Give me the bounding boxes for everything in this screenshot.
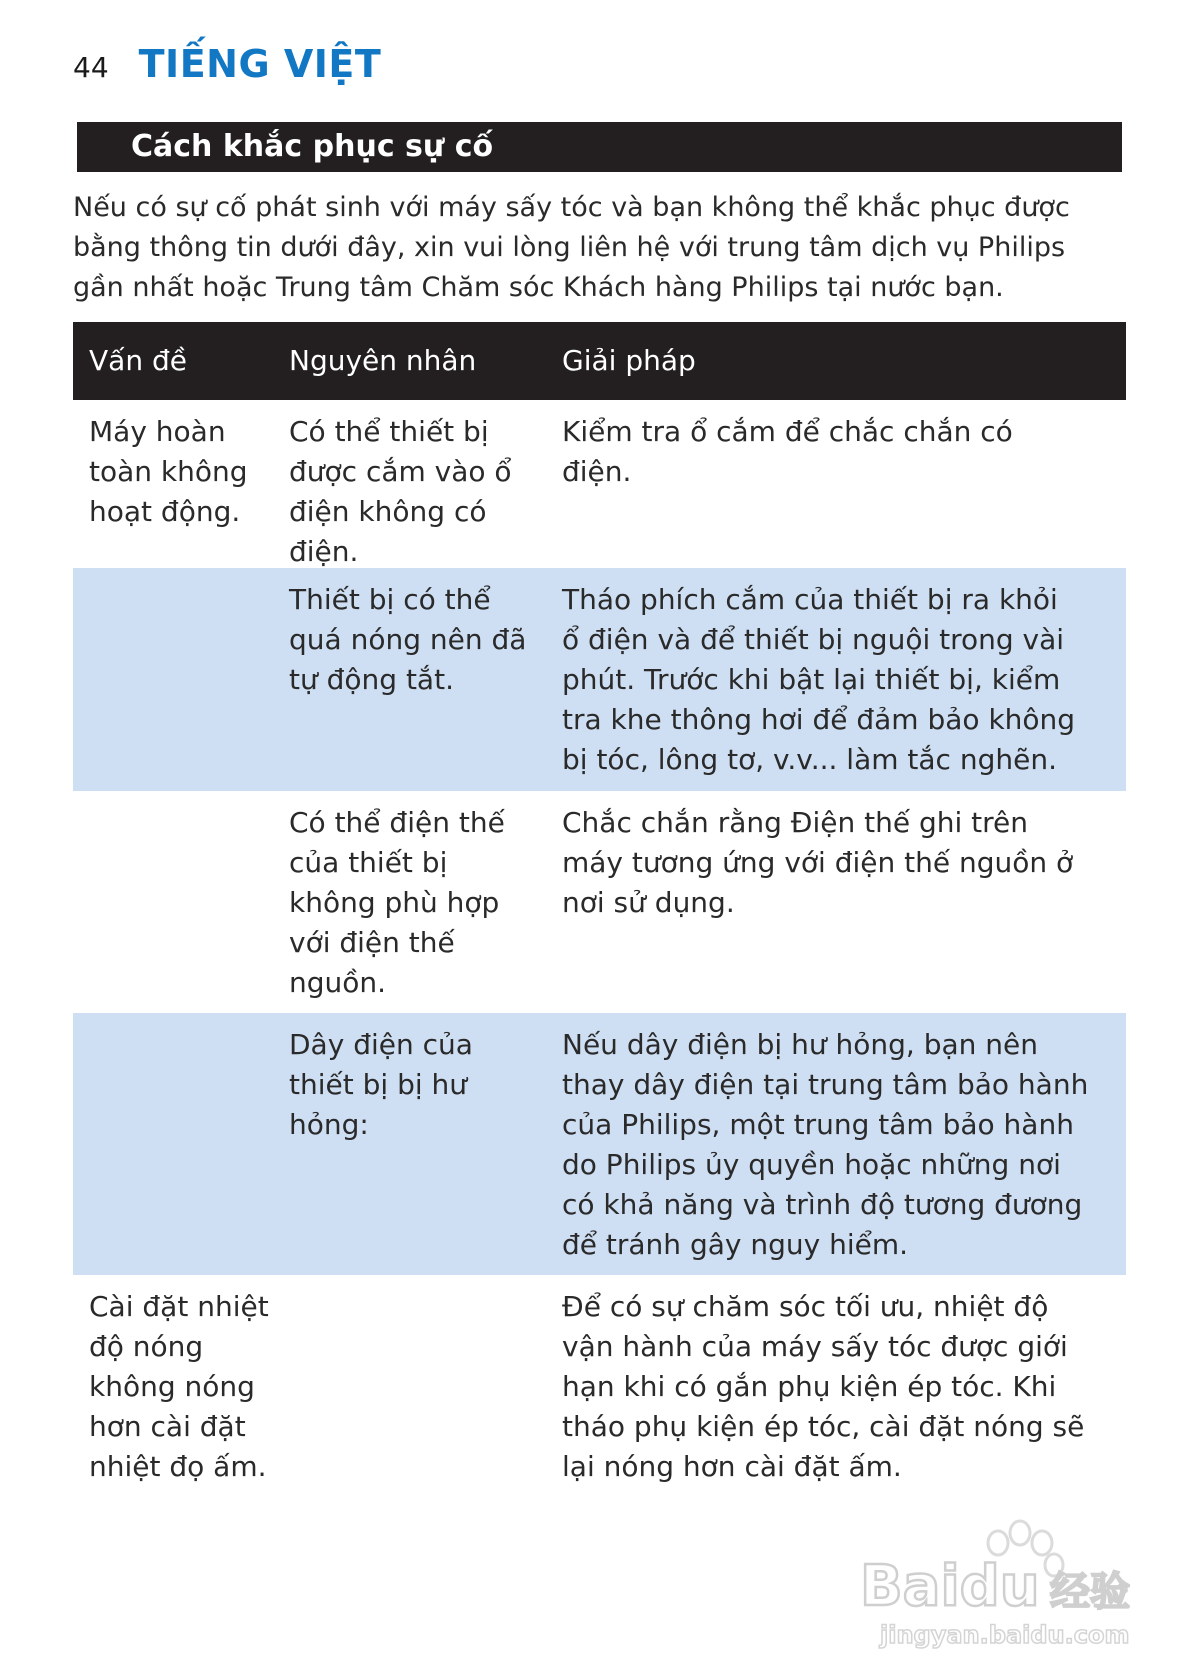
solution-line: máy tương ứng với điện thế nguồn ở — [562, 846, 1074, 879]
solution-line: vận hành của máy sấy tóc được giới — [562, 1330, 1068, 1363]
page-header — [73, 42, 381, 92]
cause-line: của thiết bị — [289, 846, 448, 879]
table-row — [73, 400, 1126, 568]
paw-logo-icon — [850, 1505, 1140, 1655]
header-cause: Nguyên nhân — [289, 344, 477, 377]
solution-line: nơi sử dụng. — [562, 886, 735, 919]
language-title: TIẾNG VIỆT — [138, 42, 382, 86]
section-title: Cách khắc phục sự cố — [131, 129, 494, 164]
solution-line: do Philips ủy quyền hoặc những nơi — [562, 1148, 1061, 1181]
solution-cell — [562, 412, 1126, 568]
cause-line: hỏng: — [289, 1108, 369, 1141]
solution-line: hạn khi có gắn phụ kiện ép tóc. Khi — [562, 1370, 1057, 1403]
table-row — [73, 1013, 1126, 1275]
cause-line: Có thể điện thế — [289, 806, 505, 839]
solution-line: ổ điện và để thiết bị nguội trong vài — [562, 623, 1065, 656]
solution-line: của Philips, một trung tâm bảo hành — [562, 1108, 1074, 1141]
section-title-bar — [77, 122, 1122, 172]
cause-line: không phù hợp — [289, 886, 500, 919]
solution-line: có khả năng và trình độ tương đương — [562, 1188, 1083, 1221]
cause-line: thiết bị bị hư — [289, 1068, 468, 1101]
cause-line: điện không có — [289, 495, 487, 528]
table-row — [73, 1275, 1126, 1495]
watermark-brand: Baidu — [860, 1554, 1040, 1619]
problem-line: độ nóng — [89, 1330, 204, 1363]
cause-line: tự động tắt. — [289, 663, 454, 696]
solution-cell — [562, 803, 1126, 1013]
cause-cell — [289, 580, 562, 791]
watermark-url: jingyan.baidu.com — [880, 1621, 1130, 1649]
cause-line: Dây điện của — [289, 1028, 473, 1061]
cause-line: điện. — [289, 535, 359, 568]
solution-line: tháo phụ kiện ép tóc, cài đặt nóng sẽ — [562, 1410, 1085, 1443]
solution-line: Kiểm tra ổ cắm để chắc chắn có — [562, 415, 1013, 448]
table-header-row — [73, 322, 1126, 400]
header-problem: Vấn đề — [89, 344, 187, 377]
cause-line: với điện thế — [289, 926, 455, 959]
intro-line: gần nhất hoặc Trung tâm Chăm sóc Khách hàng Philips tại nước bạn. — [73, 272, 1004, 303]
header-solution: Giải pháp — [562, 344, 696, 377]
table-row — [73, 791, 1126, 1013]
problem-cell — [73, 1287, 289, 1495]
intro-paragraph — [73, 188, 1133, 308]
cause-line: nguồn. — [289, 966, 387, 999]
problem-line: nhiệt đọ ấm. — [89, 1450, 267, 1483]
problem-line: hoạt động. — [89, 495, 241, 528]
solution-line: Tháo phích cắm của thiết bị ra khỏi — [562, 583, 1058, 616]
page-number: 44 — [73, 51, 109, 84]
problem-cell — [73, 412, 289, 568]
problem-line: Máy hoàn — [89, 415, 226, 448]
problem-cell — [73, 580, 289, 791]
solution-line: lại nóng hơn cài đặt ấm. — [562, 1450, 902, 1483]
solution-line: để tránh gây nguy hiểm. — [562, 1228, 909, 1261]
troubleshooting-table — [73, 322, 1126, 1495]
cause-line: Thiết bị có thể — [289, 583, 491, 616]
solution-line: bị tóc, lông tơ, v.v... làm tắc nghẽn. — [562, 743, 1057, 776]
cause-cell — [289, 1025, 562, 1275]
solution-cell — [562, 580, 1126, 791]
baidu-watermark — [850, 1505, 1140, 1655]
intro-line: bằng thông tin dưới đây, xin vui lòng liên hệ với trung tâm dịch vụ Philips — [73, 232, 1066, 263]
cause-cell — [289, 412, 562, 568]
solution-line: điện. — [562, 455, 632, 488]
solution-line: Để có sự chăm sóc tối ưu, nhiệt độ — [562, 1290, 1049, 1323]
cause-line: được cắm vào ổ — [289, 455, 512, 488]
cause-line: Có thể thiết bị — [289, 415, 489, 448]
intro-line: Nếu có sự cố phát sinh với máy sấy tóc và bạn không thể khắc phục được — [73, 192, 1070, 223]
watermark-sub: 经验 — [1050, 1569, 1130, 1615]
cause-line: quá nóng nên đã — [289, 623, 527, 656]
problem-line: Cài đặt nhiệt — [89, 1290, 269, 1323]
problem-cell — [73, 1025, 289, 1275]
solution-line: thay dây điện tại trung tâm bảo hành — [562, 1068, 1089, 1101]
solution-line: Nếu dây điện bị hư hỏng, bạn nên — [562, 1028, 1038, 1061]
problem-line: không nóng — [89, 1370, 255, 1403]
solution-cell — [562, 1287, 1126, 1495]
solution-line: Chắc chắn rằng Điện thế ghi trên — [562, 806, 1029, 839]
solution-line: tra khe thông hơi để đảm bảo không — [562, 703, 1076, 736]
cause-cell — [289, 803, 562, 1013]
table-row — [73, 568, 1126, 791]
problem-line: toàn không — [89, 455, 248, 488]
solution-line: phút. Trước khi bật lại thiết bị, kiểm — [562, 663, 1061, 696]
solution-cell — [562, 1025, 1126, 1275]
cause-cell — [289, 1287, 562, 1495]
problem-line: hơn cài đặt — [89, 1410, 246, 1443]
problem-cell — [73, 803, 289, 1013]
